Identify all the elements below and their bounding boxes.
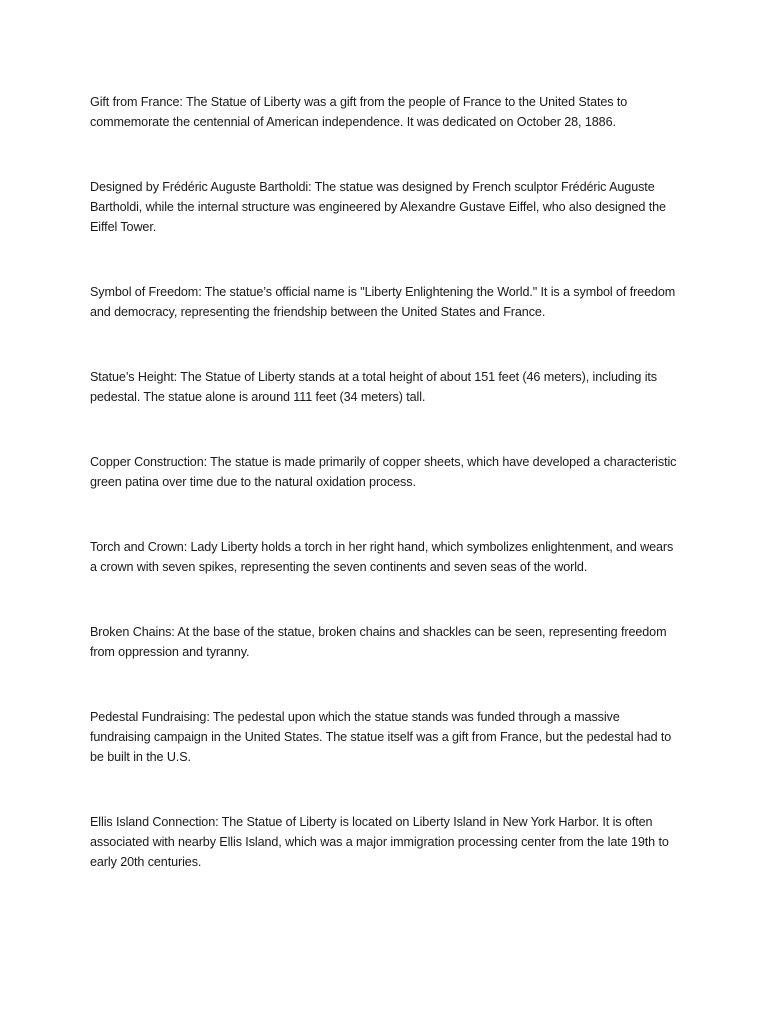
paragraph-ellis-island-connection: Ellis Island Connection: The Statue of Liberty is located on Liberty Island in New York Harbor. It is often associated with nearby Ellis Island, which was a major immigration processing center from the late 19th to early 20th centuries. bbox=[90, 815, 669, 869]
document-body bbox=[90, 92, 682, 917]
paragraph-statue-height: Statue’s Height: The Statue of Liberty stands at a total height of about 151 feet (46 meters), including its pedestal. The statue alone is around 111 feet (34 meters) tall. bbox=[90, 370, 658, 404]
paragraph-symbol-of-freedom: Symbol of Freedom: The statue’s official name is "Liberty Enlightening the World." It is a symbol of freedom and democracy, representing the friendship between the United States and France. bbox=[90, 285, 676, 319]
paragraph-torch-and-crown: Torch and Crown: Lady Liberty holds a torch in her right hand, which symbolizes enlightenment, and wears a crown with seven spikes, representing the seven continents and seven seas of the world. bbox=[90, 540, 674, 574]
paragraph-designed-by-bartholdi: Designed by Frédéric Auguste Bartholdi: The statue was designed by French sculptor Frédéric Auguste Bartholdi, while the internal structure was engineered by Alexandre Gustave Eiffel, who also designed the Eiffel Tower. bbox=[90, 180, 666, 234]
paragraph-pedestal-fundraising: Pedestal Fundraising: The pedestal upon which the statue stands was funded through a massive fundraising campaign in the United States. The statue itself was a gift from France, but the pedestal had to be built in the U.S. bbox=[90, 710, 672, 764]
paragraph-broken-chains: Broken Chains: At the base of the statue, broken chains and shackles can be seen, representing freedom from oppression and tyranny. bbox=[90, 625, 667, 659]
paragraph-copper-construction: Copper Construction: The statue is made primarily of copper sheets, which have developed a characteristic green patina over time due to the natural oxidation process. bbox=[90, 455, 677, 489]
paragraph-gift-from-france: Gift from France: The Statue of Liberty was a gift from the people of France to the United States to commemorate the centennial of American independence. It was dedicated on October 28, 1886. bbox=[90, 95, 628, 129]
